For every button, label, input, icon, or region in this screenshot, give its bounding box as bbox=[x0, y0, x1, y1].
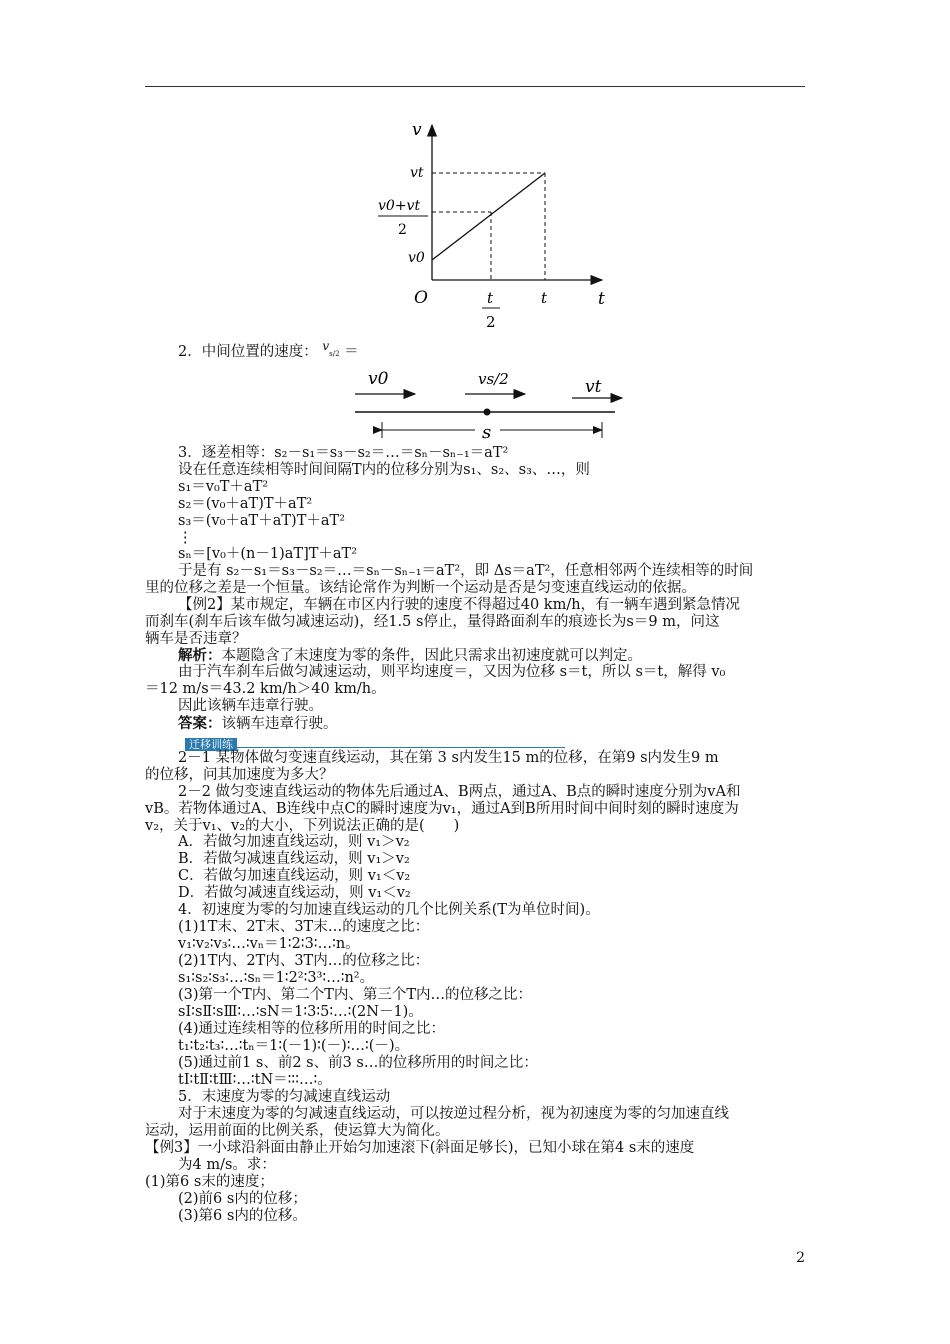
line-10: 而刹车(刹车后该车做匀减速运动)，经1.5 s停止，量得路面刹车的痕迹长为s＝9 m，问这 bbox=[145, 614, 720, 630]
line2-10: (1)1T末、2T末、3T末…的速度之比： bbox=[178, 919, 430, 935]
motion-diagram bbox=[350, 362, 640, 447]
line2-11: v₁∶v₂∶v₃∶…∶vₙ＝1∶2∶3∶…∶n。 bbox=[178, 936, 360, 952]
line2-13: s₁∶s₂∶s₃∶…∶sₙ＝1∶2²∶3³∶…∶n²。 bbox=[178, 970, 375, 986]
analysis-line-3: ＝12 m/s＝43.2 km/h＞40 km/h。 bbox=[145, 681, 386, 697]
practice-header bbox=[185, 733, 565, 751]
answer-line bbox=[178, 715, 338, 733]
half-t-den: 2 bbox=[486, 313, 496, 331]
line2-7: C．若做匀加速直线运动，则 v₁＜v₂ bbox=[178, 868, 411, 884]
line-2: s₁＝v₀T＋aT² bbox=[178, 479, 269, 495]
answer-label: 答案： bbox=[178, 715, 222, 732]
line2-15: sⅠ∶sⅡ∶sⅢ∶…∶sN＝1∶3∶5∶…∶(2N－1)。 bbox=[178, 1004, 423, 1020]
line-7: 于是有 s₂－s₁＝s₃－s₂＝…＝sₙ－sₙ₋₁＝aT²，即 Δs＝aT²，任意相邻两个连续相等的时间 bbox=[178, 563, 754, 579]
analysis-label: 解析： bbox=[178, 647, 222, 664]
diag-s: s bbox=[482, 422, 492, 443]
origin-label: O bbox=[414, 288, 428, 308]
analysis-line-2: 由于汽车刹车后做匀减速运动，则平均速度＝，又因为位移 s＝t，所以 s＝t，解得 v₀ bbox=[178, 664, 726, 680]
line-4: s₃＝(v₀＋aT＋aT)T＋aT² bbox=[178, 513, 346, 529]
line-8: 里的位移之差是一个恒量。该结论常作为判断一个运动是否是匀变速直线运动的依据。 bbox=[145, 580, 696, 596]
line-1: 设在任意连续相等时间间隔T内的位移分别为s₁、s₂、s₃、…，则 bbox=[178, 462, 590, 478]
line2-0: 2－1 某物体做匀变速直线运动，其在第 3 s内发生15 m的位移，在第9 s内发生9 m bbox=[178, 750, 719, 766]
line2-19: tⅠ∶tⅡ∶tⅢ∶…∶tN＝∶∶∶…∶。 bbox=[178, 1072, 332, 1088]
line-3: s₂＝(v₀＋aT)T＋aT² bbox=[178, 496, 313, 512]
line-9: 【例2】某市规定，车辆在市区内行驶的速度不得超过40 km/h，有一辆车遇到紧急情况 bbox=[178, 597, 741, 613]
avg-denominator: 2 bbox=[398, 222, 407, 238]
line2-22: 运动，运用前面的比例关系，使运算大为简化。 bbox=[145, 1123, 450, 1139]
line2-3: vB。若物体通过A、B连线中点C的瞬时速度为v₁，通过A到B所用时间中间时刻的瞬时速度为 bbox=[145, 801, 739, 817]
x-axis-label: t bbox=[598, 289, 605, 309]
line2-6: B．若做匀减速直线运动，则 v₁＞v₂ bbox=[178, 851, 410, 867]
line2-12: (2)1T内、2T内、3T内…的位移之比： bbox=[178, 953, 430, 969]
line2-24: 为4 m/s。求： bbox=[178, 1157, 276, 1173]
y-axis-label: v bbox=[412, 120, 422, 140]
sec2-text: 2．中间位置的速度： bbox=[178, 344, 318, 360]
analysis-line-4: 因此该辆车违章行驶。 bbox=[178, 698, 323, 714]
line2-8: D．若做匀减速直线运动，则 v₁＜v₂ bbox=[178, 885, 411, 901]
header-rule bbox=[145, 86, 805, 87]
line2-14: (3)第一个T内、第二个T内、第三个T内…的位移之比： bbox=[178, 987, 533, 1003]
sec2-sub: s/2 bbox=[329, 350, 340, 358]
practice-tag: 迁移训练 bbox=[185, 738, 237, 751]
line2-23: 【例3】一小球沿斜面由静止开始匀加速滚下(斜面足够长)，已知小球在第4 s末的速度 bbox=[145, 1140, 695, 1156]
sec2-eq: ＝ bbox=[344, 344, 359, 360]
vt-label: vt bbox=[410, 165, 424, 181]
line2-17: t₁∶t₂∶t₃∶…∶tₙ＝1∶(－1)∶(－)∶…∶(－)。 bbox=[178, 1038, 410, 1054]
line2-21: 对于末速度为零的匀减速直线运动，可以按逆过程分析，视为初速度为零的匀加速直线 bbox=[178, 1106, 729, 1122]
analysis-text-1: 本题隐含了末速度为零的条件，因此只需求出初速度就可以判定。 bbox=[221, 648, 642, 664]
line-0: 3．逐差相等：s₂－s₁＝s₃－s₂＝…＝sₙ－sₙ₋₁＝aT² bbox=[178, 445, 509, 461]
line2-2: 2－2 做匀变速直线运动的物体先后通过A、B两点，通过A、B点的瞬时速度分别为vA和 bbox=[178, 784, 741, 800]
diag-vmid: vs/2 bbox=[478, 370, 509, 388]
vt-graph bbox=[340, 110, 620, 340]
line2-5: A．若做匀加速直线运动，则 v₁＞v₂ bbox=[178, 834, 410, 850]
line-5: ⋮ bbox=[178, 530, 193, 546]
sec2-v: v bbox=[322, 339, 330, 353]
line2-25: (1)第6 s末的速度； bbox=[145, 1174, 274, 1190]
velocity-line bbox=[432, 173, 545, 260]
line2-4: v₂，关于v₁、v₂的大小，下列说法正确的是( ) bbox=[145, 818, 460, 834]
half-t-num: t bbox=[487, 289, 494, 307]
line2-9: 4．初速度为零的匀加速直线运动的几个比例关系(T为单位时间)。 bbox=[178, 902, 600, 918]
line2-16: (4)通过连续相等的位移所用的时间之比： bbox=[178, 1021, 446, 1037]
v0-label: v0 bbox=[408, 250, 425, 266]
diag-vt: vt bbox=[585, 377, 602, 397]
t-tick-label: t bbox=[541, 289, 548, 307]
line2-27: (3)第6 s内的位移。 bbox=[178, 1208, 307, 1224]
line2-20: 5．末速度为零的匀减速直线运动 bbox=[178, 1089, 391, 1105]
analysis-line-1 bbox=[178, 647, 642, 665]
diag-v0: v0 bbox=[368, 369, 389, 389]
line2-18: (5)通过前1 s、前2 s、前3 s…的位移所用的时间之比： bbox=[178, 1055, 538, 1071]
avg-numerator: v0+vt bbox=[378, 198, 421, 214]
page-number: 2 bbox=[796, 1250, 805, 1266]
answer-text: 该辆车违章行驶。 bbox=[221, 716, 338, 732]
line2-1: 的位移，问其加速度为多大？ bbox=[145, 767, 334, 783]
section-2 bbox=[178, 338, 359, 363]
line-11: 辆车是否违章？ bbox=[145, 631, 247, 647]
line2-26: (2)前6 s内的位移； bbox=[178, 1191, 307, 1207]
line-6: sₙ＝[v₀＋(n－1)aT]T＋aT² bbox=[178, 546, 358, 562]
